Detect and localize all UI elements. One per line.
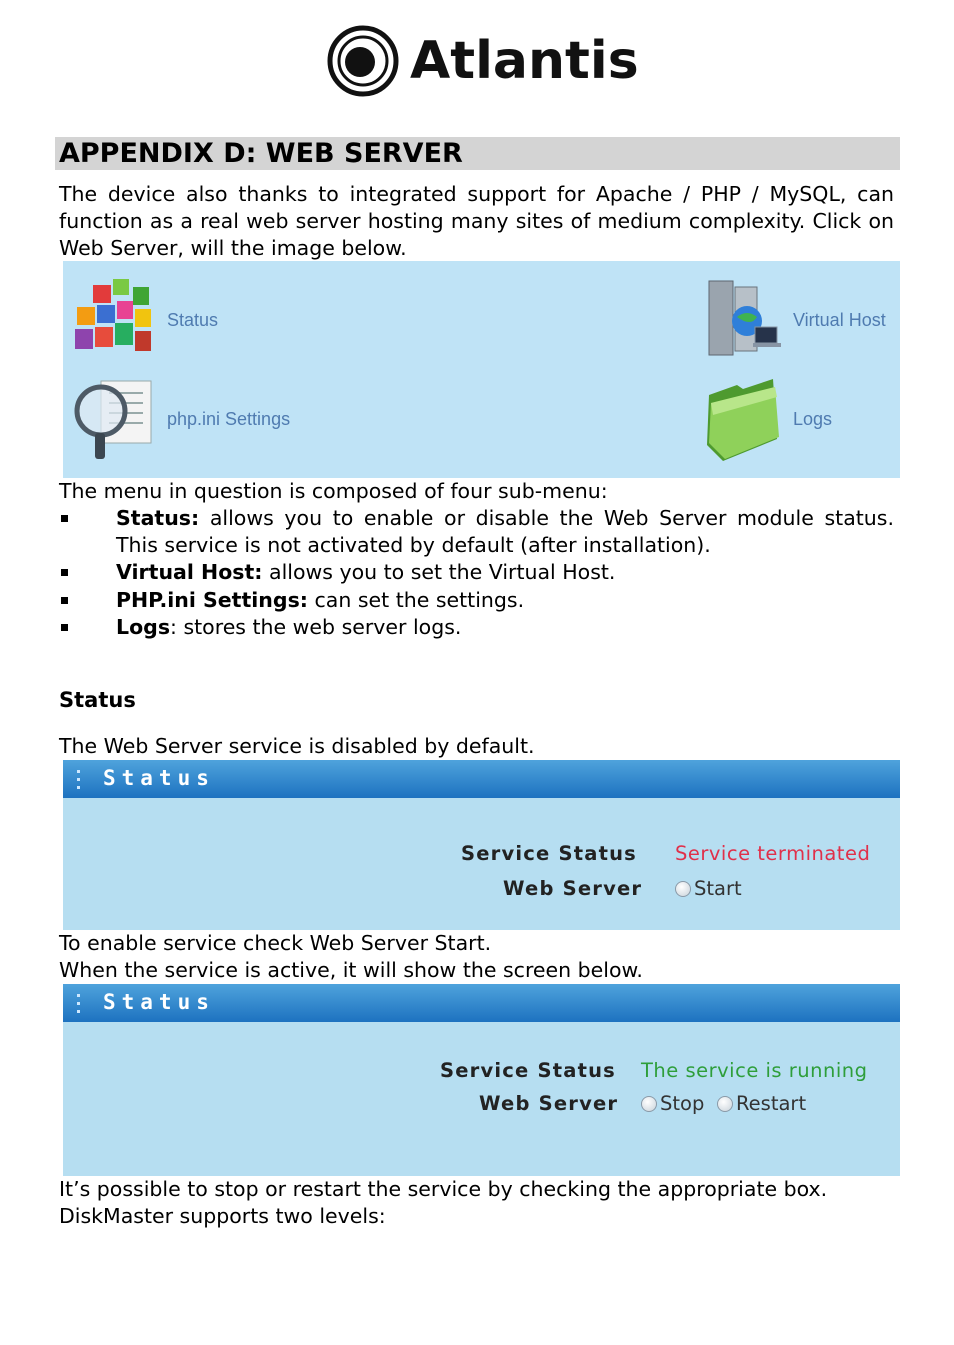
bullet-icon bbox=[61, 569, 68, 576]
panel-titlebar bbox=[63, 984, 900, 1022]
enable-instruction-text: To enable service check Web Server Start. bbox=[59, 931, 492, 955]
atlantis-logo bbox=[326, 22, 639, 100]
bullet-description: can set the settings. bbox=[307, 588, 525, 612]
panel-titlebar bbox=[63, 760, 900, 798]
server-globe-icon bbox=[703, 277, 783, 363]
bullet-term: PHP.ini Settings: bbox=[116, 588, 308, 612]
bullet-term: Virtual Host: bbox=[116, 560, 263, 584]
stop-radio[interactable] bbox=[641, 1092, 704, 1115]
menu-label-logs: Logs bbox=[793, 408, 833, 429]
service-status-label: Service Status bbox=[461, 842, 637, 865]
menu-item-status[interactable] bbox=[71, 277, 218, 363]
status-panel-running bbox=[63, 984, 900, 1176]
menu-intro-text: The menu in question is composed of four sub-menu: bbox=[59, 479, 608, 503]
logo-mark-icon bbox=[326, 24, 400, 98]
menu-label-status: Status bbox=[167, 309, 219, 330]
status-panel-terminated bbox=[63, 760, 900, 930]
bullet-term: Status: bbox=[116, 506, 200, 530]
green-folder-icon bbox=[703, 375, 783, 463]
bullet-description: : stores the web server logs. bbox=[170, 615, 462, 639]
colored-cubes-icon bbox=[71, 277, 157, 363]
menu-item-php-ini-settings[interactable] bbox=[71, 375, 290, 463]
menu-label-php-ini-settings: php.ini Settings bbox=[167, 408, 291, 429]
logo-text: Atlantis bbox=[410, 31, 639, 91]
magnifier-document-icon bbox=[71, 375, 157, 463]
status-section-heading: Status bbox=[59, 688, 136, 712]
service-status-value: Service terminated bbox=[675, 842, 871, 865]
levels-text: DiskMaster supports two levels: bbox=[59, 1204, 386, 1228]
menu-label-virtual-host: Virtual Host bbox=[793, 309, 886, 330]
panel-title: Status bbox=[103, 766, 215, 790]
page-title: APPENDIX D: WEB SERVER bbox=[59, 138, 463, 169]
web-server-label: Web Server bbox=[479, 1092, 619, 1115]
radio-circle-icon[interactable] bbox=[641, 1096, 657, 1112]
intro-paragraph: The device also thanks to integrated support for Apache / PHP / MySQL, can function as a real web server hosting many sites of medium complexity. Click on Web Server, will the image below. bbox=[59, 182, 894, 260]
titlebar-dots-icon bbox=[77, 770, 81, 788]
bullet-icon bbox=[61, 515, 68, 522]
active-description-text: When the service is active, it will show the screen below. bbox=[59, 958, 643, 982]
menu-item-logs[interactable] bbox=[703, 375, 832, 463]
status-default-text: The Web Server service is disabled by default. bbox=[59, 734, 535, 758]
bullet-item-logs bbox=[116, 614, 894, 641]
radio-circle-icon[interactable] bbox=[675, 881, 691, 897]
bullet-item-php-ini bbox=[116, 587, 894, 614]
service-status-value: The service is running bbox=[641, 1059, 868, 1082]
restart-radio[interactable] bbox=[717, 1092, 806, 1115]
stop-radio-label: Stop bbox=[660, 1092, 705, 1115]
stop-restart-text: It’s possible to stop or restart the service by checking the appropriate box. bbox=[59, 1177, 828, 1201]
bullet-icon bbox=[61, 624, 68, 631]
start-radio[interactable] bbox=[675, 877, 742, 900]
restart-radio-label: Restart bbox=[736, 1092, 807, 1115]
bullet-item-status bbox=[116, 505, 894, 559]
bullet-term: Logs bbox=[116, 615, 171, 639]
start-radio-label: Start bbox=[694, 877, 742, 900]
panel-title: Status bbox=[103, 990, 215, 1014]
radio-circle-icon[interactable] bbox=[717, 1096, 733, 1112]
web-server-label: Web Server bbox=[503, 877, 643, 900]
web-server-menu-panel bbox=[63, 261, 900, 478]
service-status-label: Service Status bbox=[440, 1059, 616, 1082]
titlebar-dots-icon bbox=[77, 994, 81, 1012]
bullet-description: allows you to set the Virtual Host. bbox=[262, 560, 616, 584]
bullet-item-virtual-host bbox=[116, 559, 894, 586]
bullet-description: allows you to enable or disable the Web Server module status. This service is not activated by default (after installation). bbox=[116, 506, 894, 557]
bullet-icon bbox=[61, 597, 68, 604]
menu-item-virtual-host[interactable] bbox=[703, 277, 886, 363]
